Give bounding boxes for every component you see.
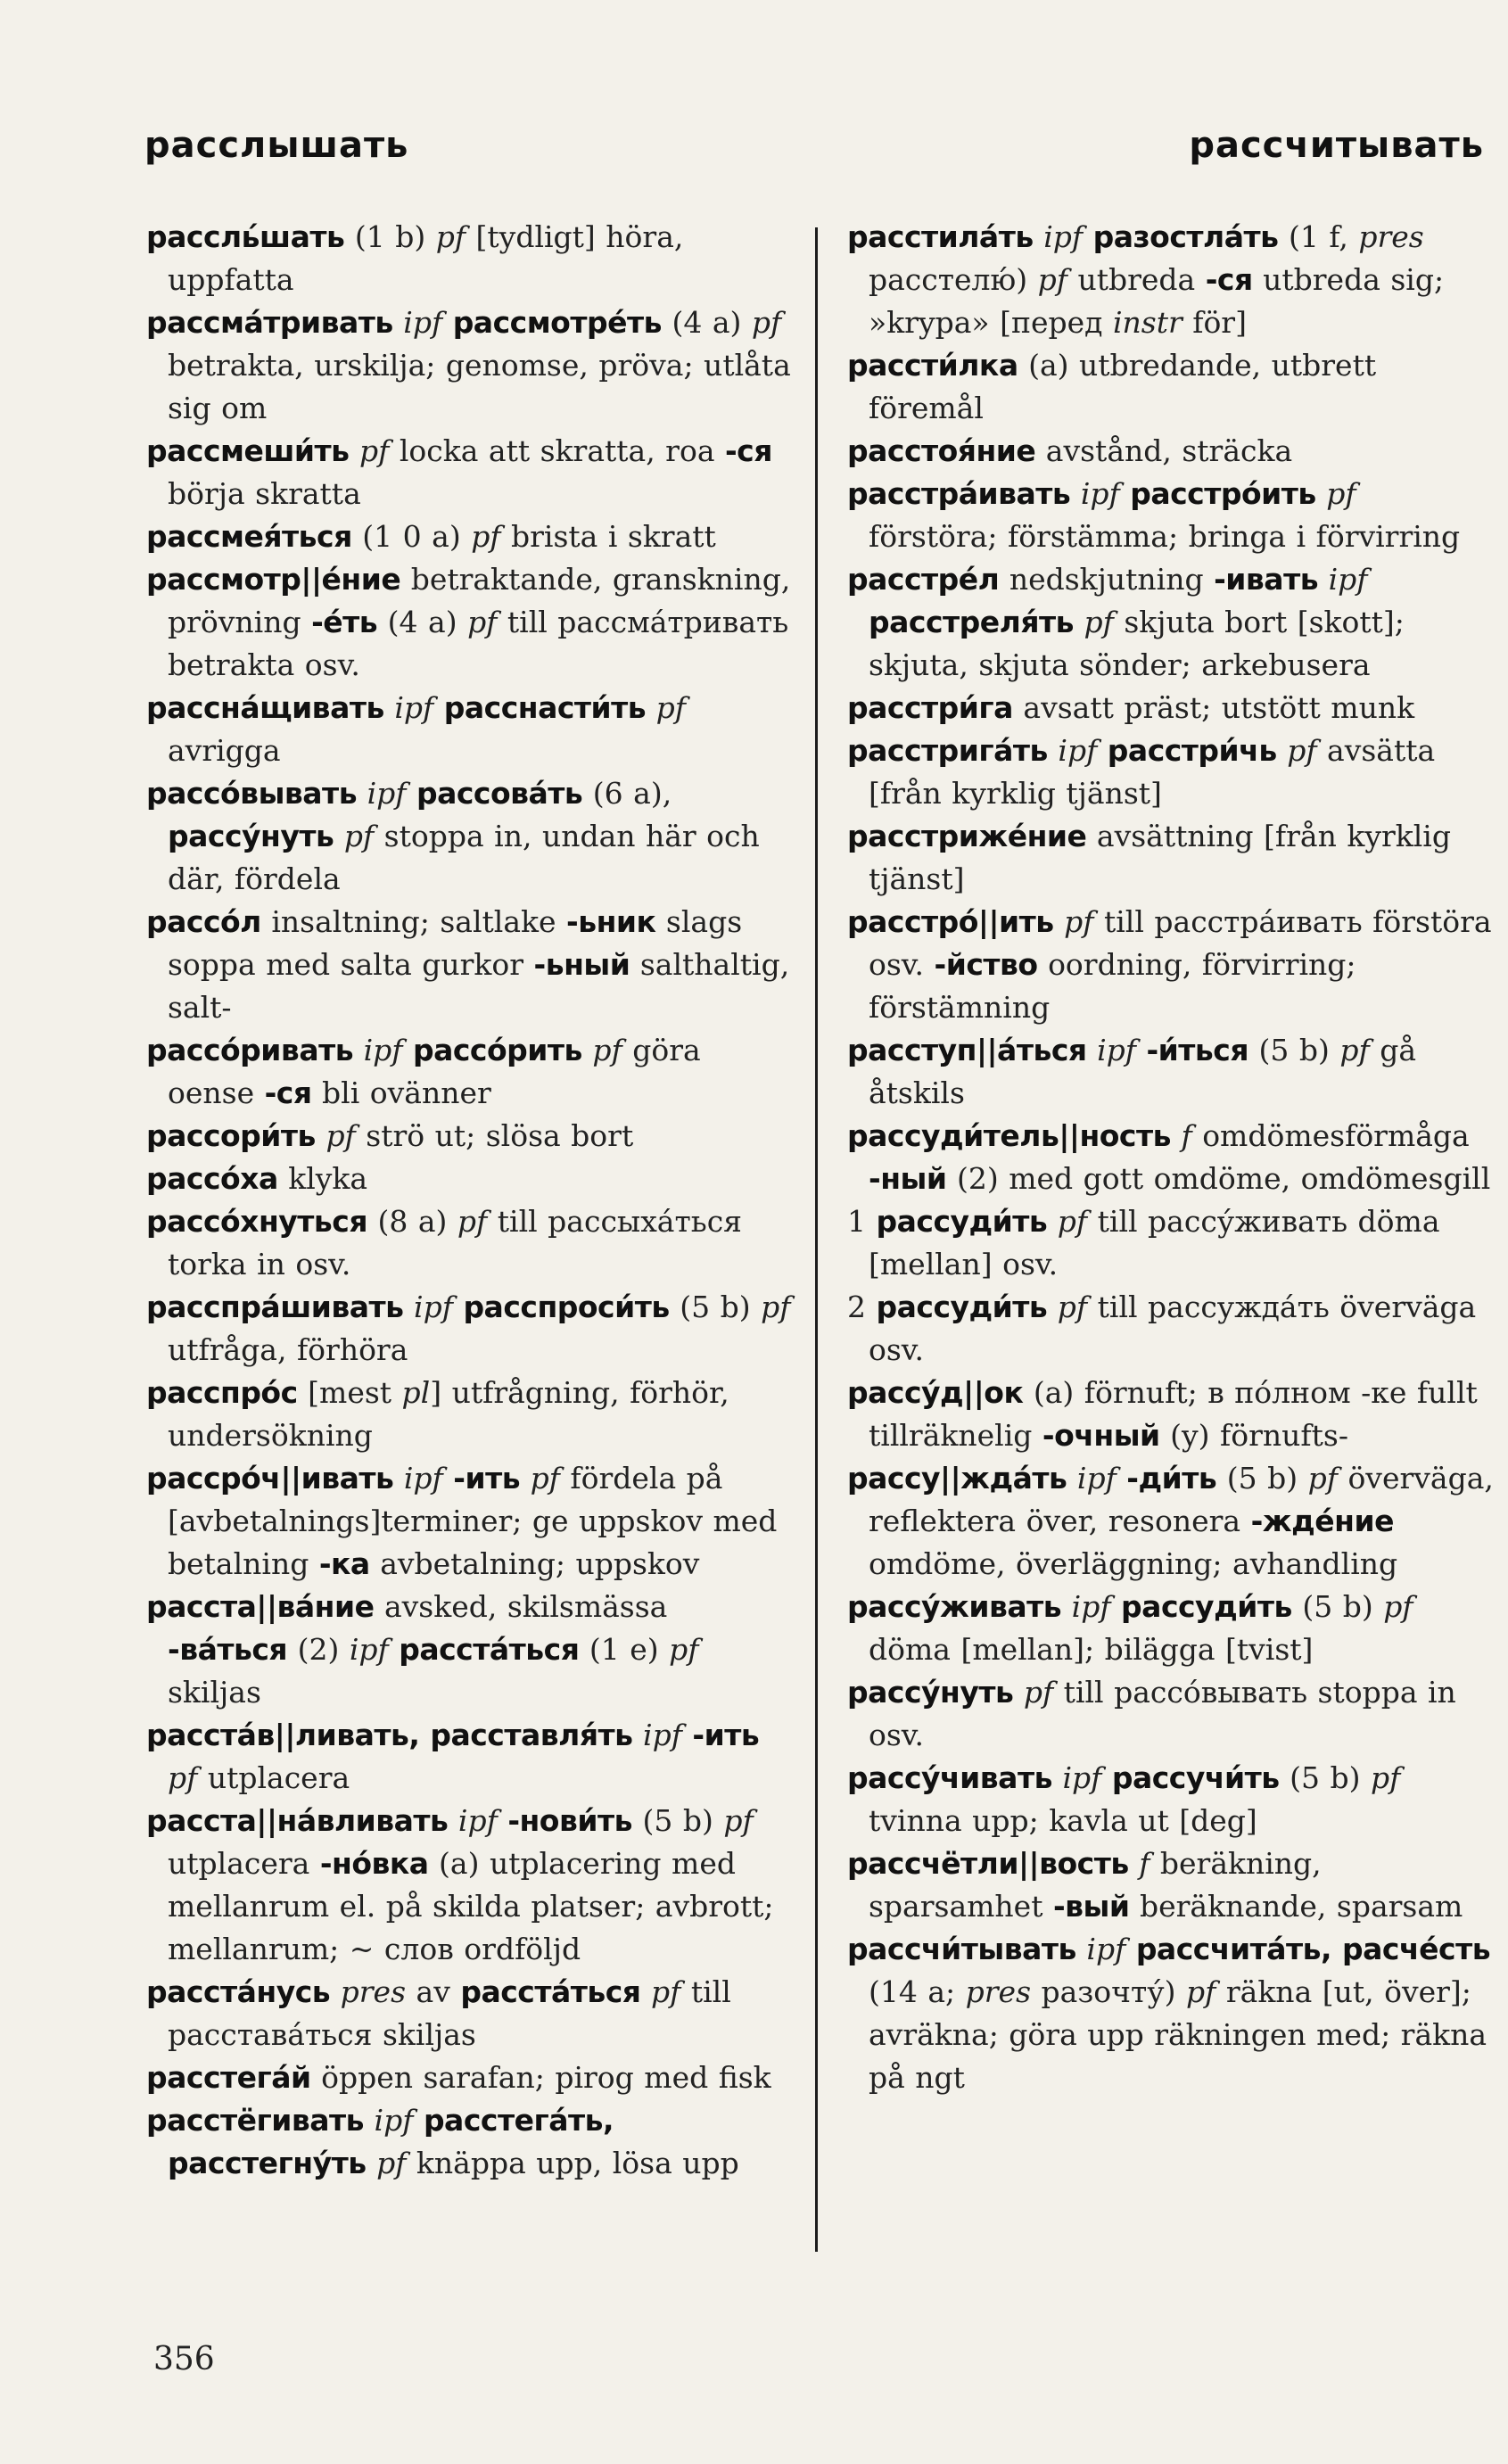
page-number: 356 <box>153 2341 215 2377</box>
dictionary-entry: рассти́лка (a) utbredande, utbrett föremål <box>847 348 1377 425</box>
dictionary-entry: рассо́ха klyka <box>146 1161 368 1196</box>
dictionary-entry: рассмеши́ть pf locka att skratta, roa -ся börja skratta <box>146 433 772 511</box>
dictionary-entry: рассуди́тель||ность f omdömesförmåga -ный (2) med gott omdöme, omdömesgill <box>847 1118 1491 1196</box>
dictionary-entry: расста́в||ливать, расставля́ть ipf -ить pf utplacera <box>146 1718 760 1795</box>
dictionary-entry: расста́нусь pres av расста́ться pf till расстава́ться skiljas <box>146 1974 731 2052</box>
dictionary-entry: рассна́щивать ipf расснасти́ть pf avrigga <box>146 690 686 768</box>
dictionary-entry: рассори́ть pf strö ut; slösa bort <box>146 1118 634 1153</box>
dictionary-entry: расстри́га avsatt präst; utstött munk <box>847 690 1415 725</box>
running-head-left: расслышать <box>144 125 409 166</box>
dictionary-entry: расспра́шивать ipf расспроси́ть (5 b) pf utfråga, förhöra <box>146 1290 791 1367</box>
dictionary-entry: расста||на́вливать ipf -нови́ть (5 b) pf utplacera -но́вка (a) utplacering med mellanrum el. på skilda platser; avbrott; mellanrum; ~ слов ordföljd <box>146 1803 774 1966</box>
dictionary-entry: расстёгивать ipf расстега́ть, расстегну́ть pf knäppa upp, lösa upp <box>146 2103 739 2180</box>
left-column <box>146 216 792 2185</box>
dictionary-entry: рассу́нуть pf till рассо́вывать stoppa in osv. <box>847 1675 1456 1752</box>
column-divider <box>815 227 818 2252</box>
dictionary-entry: рассо́вывать ipf рассова́ть (6 a), рассу́нуть pf stoppa in, undan här och där, fördela <box>146 776 760 896</box>
dictionary-entry: расстега́й öppen sarafan; pirog med fisk <box>146 2060 771 2095</box>
dictionary-entry: рассу́чивать ipf рассучи́ть (5 b) pf tvinna upp; kavla ut [deg] <box>847 1760 1401 1838</box>
dictionary-entry: рассо́хнуться (8 a) pf till рассыха́ться torka in osv. <box>146 1204 743 1281</box>
dictionary-entry: расстра́ивать ipf расстро́ить pf förstöra; förstämma; bringa i förvirring <box>847 476 1461 554</box>
dictionary-entry: рассль́шать (1 b) pf [tydligt] höra, uppfatta <box>146 219 684 297</box>
dictionary-entry: рассмотр||е́ние betraktande, granskning, prövning -е́ть (4 a) pf till рассма́тривать betrakta osv. <box>146 562 791 682</box>
dictionary-entry: рассу́живать ipf рассуди́ть (5 b) pf döma [mellan]; bilägga [tvist] <box>847 1589 1413 1667</box>
dictionary-entry: рассмея́ться (1 0 a) pf brista i skratt <box>146 519 716 554</box>
running-head-right: рассчитывать <box>1189 125 1484 166</box>
dictionary-entry: расступ||а́ться ipf -и́ться (5 b) pf gå åtskils <box>847 1033 1417 1110</box>
dictionary-entry: расста||ва́ние avsked, skilsmässa -ва́ться (2) ipf расста́ться (1 e) pf skiljas <box>146 1589 699 1710</box>
dictionary-entry: расстрига́ть ipf расстри́чь pf avsätta [från kyrklig tjänst] <box>847 733 1436 811</box>
dictionary-entry: расстоя́ние avstånd, sträcka <box>847 433 1293 468</box>
dictionary-entry: расспро́с [mest pl] utfrågning, förhör, undersökning <box>146 1375 729 1453</box>
right-column <box>847 216 1495 2099</box>
dictionary-entry: рассчи́тывать ipf рассчита́ть, расче́сть (14 a; pres разочту́) pf räkna [ut, över]; avräkna; göra upp räkningen med; räkna på ngt <box>847 1932 1491 2095</box>
dictionary-entry: рассма́тривать ipf рассмотре́ть (4 a) pf betrakta, urskilja; genomse, pröva; utlåta sig om <box>146 305 791 425</box>
dictionary-entry: рассо́л insaltning; saltlake -ьник slags soppa med salta gurkor -ьный salthaltig, salt- <box>146 904 790 1025</box>
dictionary-entry: расстриже́ние avsättning [från kyrklig tjänst] <box>847 819 1451 896</box>
dictionary-entry: расстила́ть ipf разостла́ть (1 f, pres расстелю́) pf utbreda -ся utbreda sig; »krypa» [перед instr för] <box>847 219 1445 340</box>
dictionary-entry: 2 рассуди́ть pf till рассужда́ть överväga osv. <box>847 1290 1477 1367</box>
dictionary-entry: рассчётли||вость f beräkning, sparsamhet -вый beräknande, sparsam <box>847 1846 1463 1924</box>
dictionary-entry: расстро́||ить pf till расстра́ивать förstöra osv. -йство oordning, förvirring; förstämning <box>847 904 1492 1025</box>
dictionary-entry: рассро́ч||ивать ipf -ить pf fördela på [avbetalnings]terminer; ge uppskov med betalning -ка avbetalning; uppskov <box>146 1461 778 1581</box>
dictionary-entry: рассу́д||ок (a) förnuft; в по́лном -ке fullt tillräknelig -очный (y) förnufts- <box>847 1375 1478 1453</box>
dictionary-entry: расстре́л nedskjutning -ивать ipf расстреля́ть pf skjuta bort [skott]; skjuta, skjuta sönder; arkebusera <box>847 562 1405 682</box>
dictionary-entry: рассо́ривать ipf рассо́рить pf göra oense -ся bli ovänner <box>146 1033 701 1110</box>
dictionary-entry: 1 рассуди́ть pf till рассу́живать döma [mellan] osv. <box>847 1204 1440 1281</box>
dictionary-entry: рассу||жда́ть ipf -ди́ть (5 b) pf överväga, reflektera över, resonera -жде́ние omdöme, överläggning; avhandling <box>847 1461 1494 1581</box>
